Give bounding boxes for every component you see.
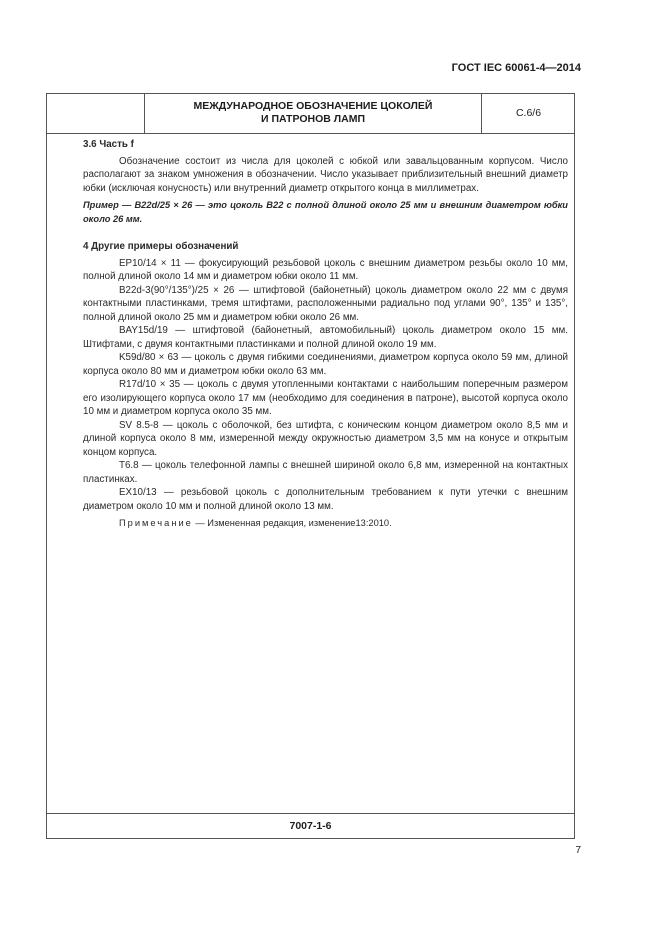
sheet-title <box>145 94 482 133</box>
example-item: T6.8 — цоколь телефонной лампы с внешней шириной около 6,8 мм, измеренной на контактных пластинках. <box>83 460 568 485</box>
example-item: EP10/14 × 11 — фокусирующий резьбовой цоколь с внешним диаметром резьбы около 10 мм, полной длиной около 14 мм и диаметром юбки около 11 мм. <box>83 257 568 282</box>
section-3-6-example: Пример — B22d/25 × 26 — это цоколь B22 с полной длиной около 25 мм и внешним диаметром юбки около 26 мм. <box>83 200 568 224</box>
note-label: Примечание <box>119 518 193 528</box>
note-text: — Измененная редакция, изменение13:2010. <box>192 518 392 528</box>
sheet-page-ref: С.6/6 <box>515 107 542 119</box>
note <box>83 517 568 531</box>
standard-number: ГОСТ IEC 60061-4—2014 <box>451 62 581 74</box>
sheet-title-line2: И ПАТРОНОВ ЛАМП <box>260 113 365 125</box>
header-blank-cell <box>47 94 145 133</box>
section-4-heading: 4 Другие примеры обозначений <box>83 241 239 252</box>
sheet-content <box>83 138 568 531</box>
sheet-footer-code: 7007-1-6 <box>47 813 574 838</box>
example-item: EX10/13 — резьбовой цоколь с дополнительным требованием к пути утечки с внешним диаметром около 10 мм и полной длиной около 13 мм. <box>83 487 568 512</box>
example-item: B22d-3(90°/135°)/25 × 26 — штифтовой (байонетный) цоколь диаметром около 22 мм с двумя контактными пластинками, тремя штифтами, расположенными радиально под углами 90°, 135° и 135°, полной длиной около 25 мм и диаметром юбки около 26 мм. <box>83 284 568 323</box>
section-3-6-heading: 3.6 Часть f <box>83 139 134 150</box>
example-item: R17d/10 × 35 — цоколь с двумя утопленными контактами с наибольшим поперечным размером его изолирующего корпуса около 17 мм (необходимо для соединения в патроне), высотой корпуса около 10 мм и диаметром корпуса около 35 мм. <box>83 379 568 417</box>
example-item: SV 8.5-8 — цоколь с оболочкой, без штифта, с коническим концом диаметром около 8,5 мм и длиной корпуса около 8 мм, измеренной между окружностью диаметром 3,5 мм на конусе и открытым концом корпуса. <box>83 419 568 458</box>
page-number: 7 <box>575 845 581 856</box>
document-frame <box>46 93 575 839</box>
example-item: K59d/80 × 63 — цоколь с двумя гибкими соединениями, диаметром корпуса около 59 мм, длиной корпуса около 80 мм и диаметром юбки около 63 мм. <box>83 352 568 377</box>
sheet-header <box>47 94 574 134</box>
sheet-title-line1: МЕЖДУНАРОДНОЕ ОБОЗНАЧЕНИЕ ЦОКОЛЕЙ <box>193 100 433 112</box>
example-item: BAY15d/19 — штифтовой (байонетный, автомобильный) цоколь диаметром около 15 мм. Штифтами, с двумя контактными пластинками и полной длиной около 19 мм. <box>83 325 568 350</box>
section-3-6-paragraph: Обозначение состоит из числа для цоколей с юбкой или завальцованным корпусом. Число располагают за знаком умножения в обозначении. Число указывает приблизительный внешний диаметр юбки (исключая конусность) или внутренний диаметр открытого конца в миллиметрах. <box>83 155 568 194</box>
